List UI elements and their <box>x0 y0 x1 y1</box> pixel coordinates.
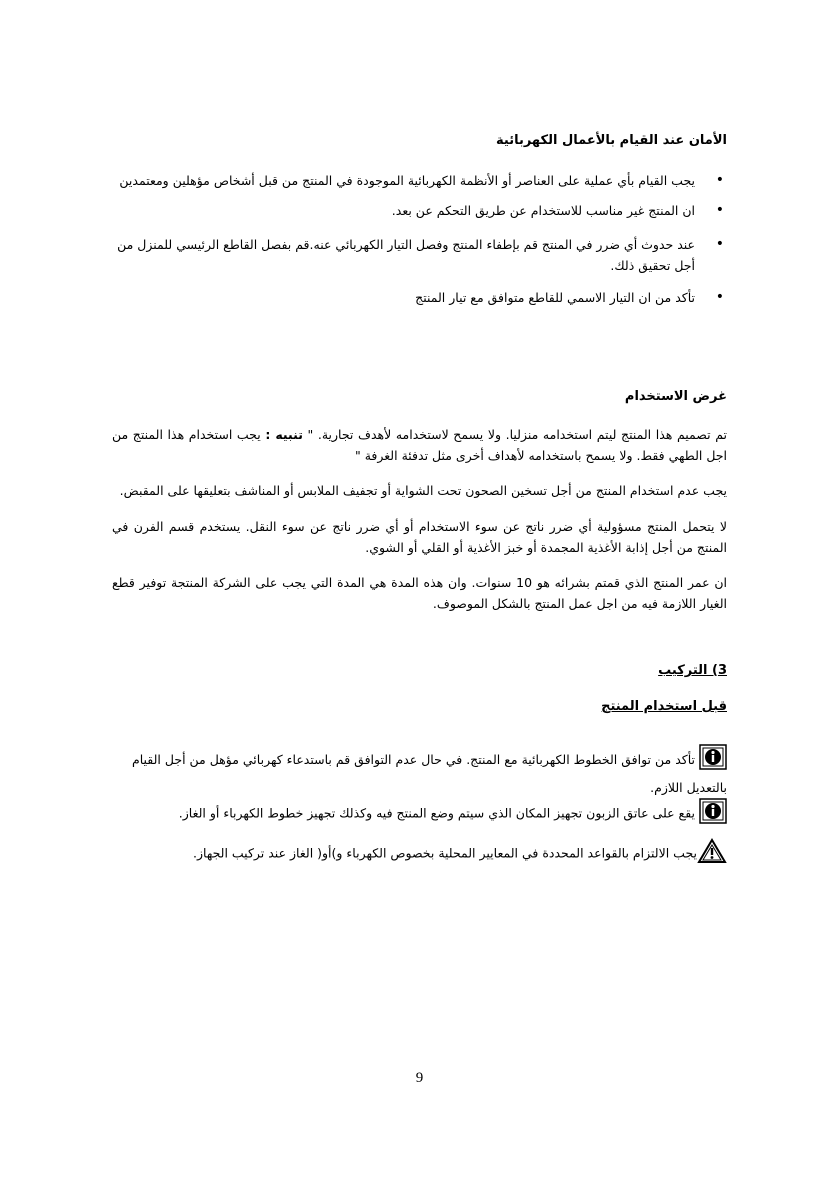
note-text: تأكد من توافق الخطوط الكهربائية مع المنتج. في حال عدم التوافق قم باستدعاء كهربائي مؤهل من أجل القيام بالتعديل اللازم. <box>131 752 727 795</box>
list-item: • يجب القيام بأي عملية على العناصر أو الأنظمة الكهربائية الموجودة في المنتج من قبل أشخاص مؤهلين ومعتمدين <box>112 170 727 191</box>
list-item: • تأكد من ان التيار الاسمي للقاطع متوافق مع تيار المنتج <box>112 287 727 308</box>
heading-installation <box>112 662 727 680</box>
info-icon <box>699 798 727 830</box>
heading-before-use <box>112 698 727 716</box>
info-icon <box>699 744 727 777</box>
purpose-text: تم تصميم هذا المنتج ليتم استخدامه منزليا. ولا يسمح لاستخدامه لأهدف تجارية. " <box>302 427 727 442</box>
warning-local-standards <box>112 838 727 870</box>
page-number: 9 <box>415 1070 424 1086</box>
note-customer-preparation <box>112 798 727 830</box>
heading-electrical-safety: الأمان عند القيام بالأعمال الكهربائية <box>496 133 727 148</box>
purpose-paragraph-1 <box>112 424 727 466</box>
warning-text: يجب الالتزام بالقواعد المحددة في المعايير المحلية بخصوص الكهرباء و)أو( الغاز عند تركيب الجهاز. <box>193 845 697 861</box>
heading-before-use-text: قبل استخدام المنتج <box>601 699 727 714</box>
purpose-paragraph-3: لا يتحمل المنتج مسؤولية أي ضرر ناتج عن سوء الاستخدام أو أي ضرر ناتج عن سوء النقل. يستخدم قسم الفرن في المنتج من أجل إذابة الأغذية المجمدة أو خبز الأغذية أو القلي أو الشوي. <box>112 519 727 555</box>
purpose-paragraph-4: ان عمر المنتج الذي قمتم بشرائه هو 10 سنوات. وان هذه المدة هي المدة التي يجب على الشركة المنتجة توفير قطع الغيار اللازمة فيه من اجل عمل المنتج بالشكل الموصوف. <box>112 575 727 611</box>
list-item: • عند حدوث أي ضرر في المنتج قم بإطفاء المنتج وفصل التيار الكهربائي عنه.قم بفصل القاطع الرئيسي للمنزل من أجل تحقيق ذلك. <box>112 234 727 276</box>
list-item: • ان المنتج غير مناسب للاستخدام عن طريق التحكم عن بعد. <box>112 200 727 221</box>
note-text: يقع على عاتق الزبون تجهيز المكان الذي سيتم وضع المنتج فيه وكذلك تجهيز خطوط الكهرباء أو الغاز. <box>178 805 695 821</box>
electrical-safety-list <box>112 170 727 308</box>
warning-icon <box>697 838 727 870</box>
purpose-paragraph-2: يجب عدم استخدام المنتج من أجل تسخين الصحون تحت الشواية أو تجفيف الملابس أو المناشف بتعليقها على المقبض. <box>119 483 727 498</box>
caution-label: تنبيه : <box>265 427 303 442</box>
heading-purpose: غرض الاستخدام <box>624 389 727 404</box>
note-electrical-lines <box>112 744 727 799</box>
heading-installation-text: 3) التركيب <box>658 663 727 678</box>
purpose-text: يجب استخدام هذا المنتج من اجل الطهي فقط. ولا يسمح باستخدامه لأهداف أخرى مثل تدفئة الغرفة " <box>112 427 727 463</box>
